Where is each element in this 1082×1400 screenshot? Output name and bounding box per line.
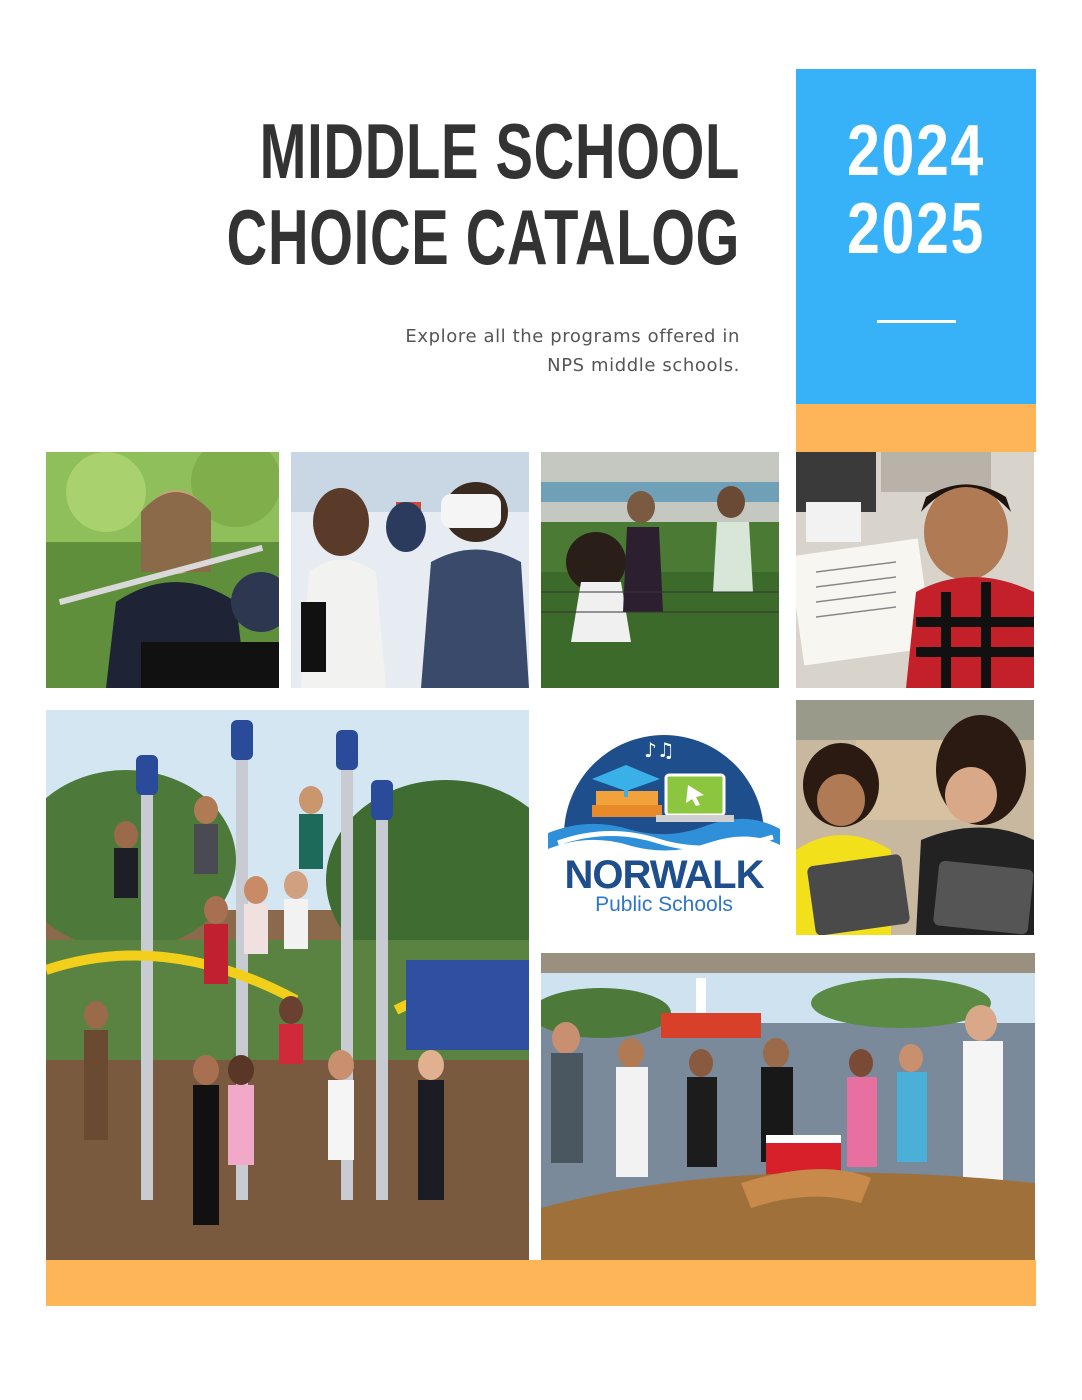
photo-icon (541, 953, 1035, 1260)
subtitle-line-2: NPS middle schools. (547, 355, 740, 376)
norwalk-logo (548, 725, 780, 925)
year-start: 2024 (847, 111, 985, 191)
photo-vr-headset (291, 452, 529, 688)
year-box (796, 69, 1036, 404)
subtitle (340, 322, 740, 380)
page-title (227, 108, 740, 280)
photo-student-worksheet (796, 452, 1034, 688)
year-end: 2025 (847, 189, 985, 269)
logo-subtitle: Public Schools (595, 893, 733, 916)
photo-boat-trip (541, 953, 1035, 1260)
photo-icon (46, 710, 529, 1260)
photo-students-laptops (796, 700, 1034, 935)
year-divider (877, 320, 956, 323)
photo-icon (291, 452, 529, 688)
subtitle-line-1: Explore all the programs offered in (405, 326, 740, 347)
orange-accent-bar-top (796, 404, 1036, 452)
photo-playground-group (46, 710, 529, 1260)
logo-wordmark: NORWALK (564, 853, 764, 897)
svg-text:♪♫: ♪♫ (644, 738, 675, 762)
photo-icon (796, 700, 1034, 935)
title-line-2: CHOICE CATALOG (226, 193, 740, 281)
title-line-1: MIDDLE SCHOOL (259, 107, 740, 195)
photo-garden (541, 452, 779, 688)
photo-icon (541, 452, 779, 688)
orange-accent-bar-bottom (46, 1260, 1036, 1306)
photo-icon (46, 452, 279, 688)
photo-icon (796, 452, 1034, 688)
school-logo-icon (548, 725, 780, 855)
photo-flute-student (46, 452, 279, 688)
